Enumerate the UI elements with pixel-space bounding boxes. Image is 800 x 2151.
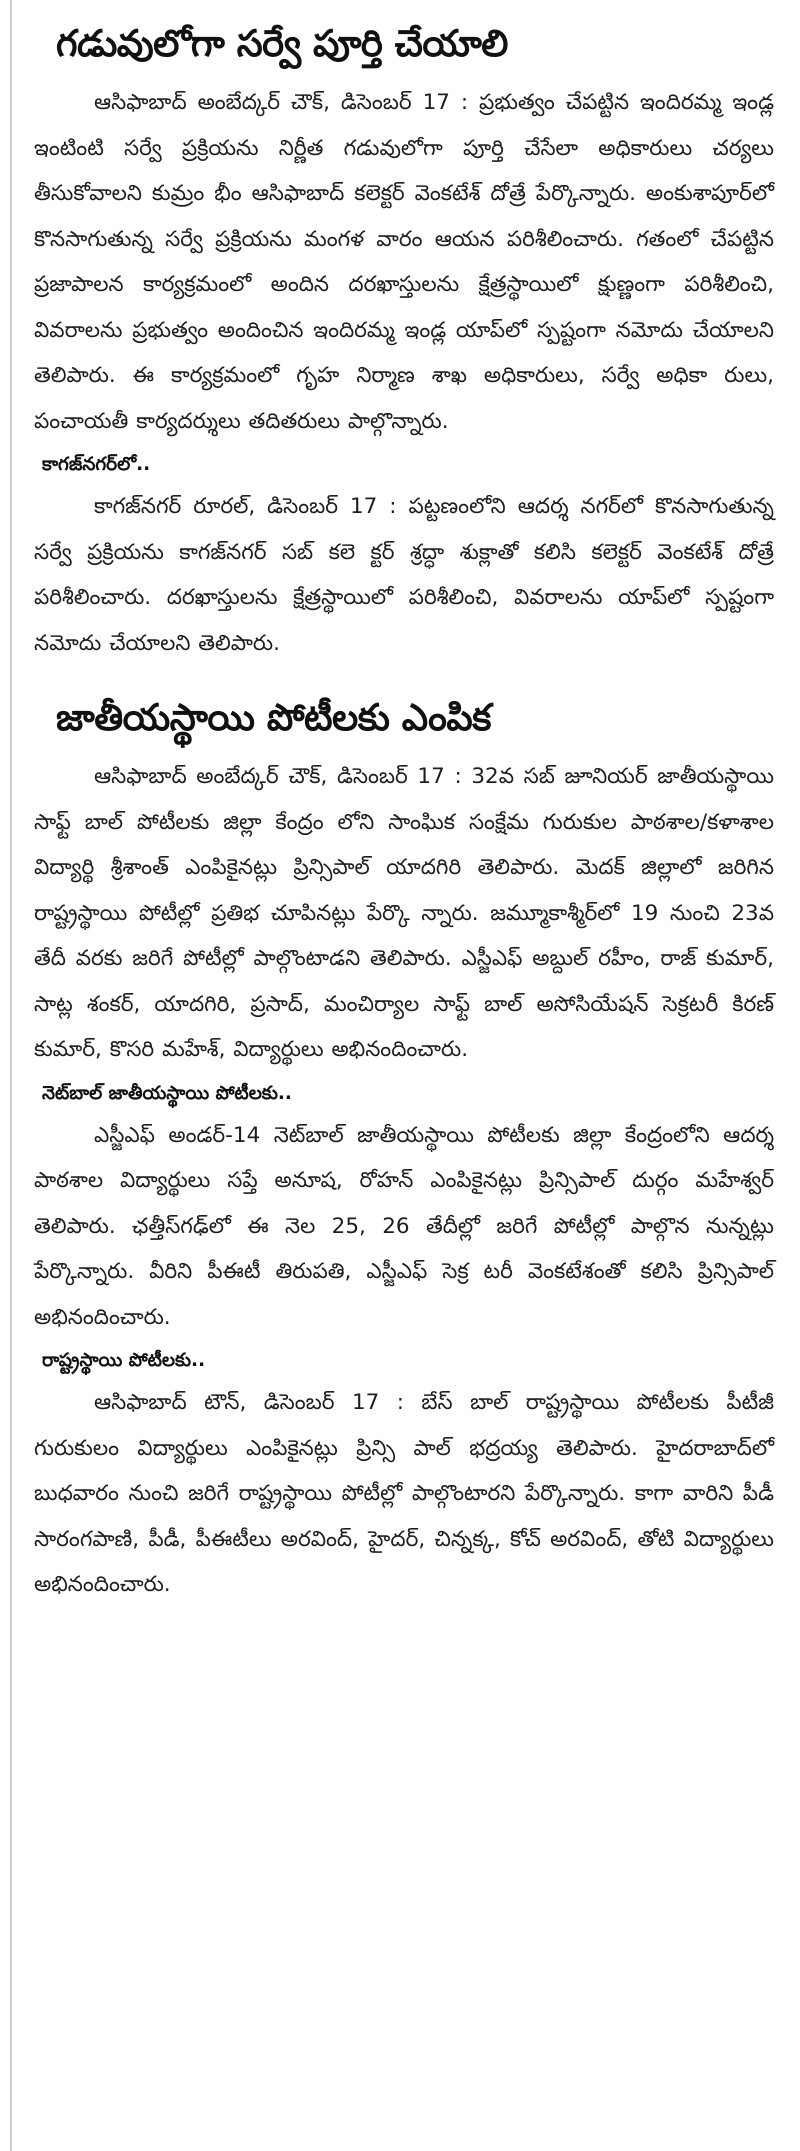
article-body-paragraph: ఆసిఫాబాద్ అంబేద్కర్ చౌక్, డిసెంబర్ 17 : ప్రభుత్వం చేపట్టిన ఇందిరమ్మ ఇండ్ల ఇంటింటి సర్వే ప్రక్రియను నిర్ణీత గడువులోగా పూర్తి చేసేలా అధికారులు చర్యలు తీసుకోవాలని కుమ్రం భీం ఆసిఫాబాద్ కలెక్టర్ వెంకటేశ్ దోత్రే పేర్కొన్నారు. అంకుశాపూర్‌లో కొనసాగుతున్న సర్వే ప్రక్రియను మంగళ వారం ఆయన పరిశీలించారు. గతంలో చేపట్టిన ప్రజాపాలన కార్యక్రమంలో అందిన దరఖాస్తులను క్షేత్రస్థాయిలో క్షుణ్ణంగా పరిశీలించి, వివరాలను ప్రభుత్వం అందించిన ఇందిరమ్మ ఇండ్ల యాప్‌లో స్పష్టంగా నమోదు చేయాలని తెలిపారు. ఈ కార్యక్రమంలో గృహ నిర్మాణ శాఖ అధికారులు, సర్వే అధికా రులు, పంచాయతీ కార్యదర్శులు తదితరులు పాల్గొన్నారు. (34, 90, 774, 434)
article-national-selection (34, 688, 774, 1608)
article-survey (34, 14, 774, 666)
article-body-paragraph: ఆసిఫాబాద్ అంబేద్కర్ చౌక్, డిసెంబర్ 17 : 32వ సబ్ జూనియర్ జాతీయస్థాయి సాఫ్ట్ బాల్ పోటీలకు జిల్లా కేంద్రం లోని సాంఘిక సంక్షేమ గురుకుల పాఠశాల/కళాశాల విద్యార్థి శ్రీశాంత్ ఎంపికైనట్లు ప్రిన్సిపాల్ యాదగిరి తెలిపారు. మెదక్ జిల్లాలో జరిగిన రాష్ట్రస్థాయి పోటీల్లో ప్రతిభ చూపినట్లు పేర్కొ న్నారు. జమ్మూకాశ్మీర్‌లో 19 నుంచి 23వ తేదీ వరకు జరిగే పోటీల్లో పాల్గొంటాడని తెలిపారు. ఎస్జీఎఫ్ అబ్దుల్ రహీం, రాజ్ కుమార్, సాట్ల శంకర్, యాదగిరి, ప్రసాద్, మంచిర్యాల సాఫ్ట్ బాల్ అసోసియేషన్ సెక్రటరీ కిరణ్ కుమార్, కొసరి మహేశ్, విద్యార్థులు అభినందించారు. (34, 764, 774, 1062)
article-headline: జాతీయస్థాయి పోటీలకు ఎంపిక (56, 696, 491, 739)
section-subhead: నెట్‌బాల్ జాతీయస్థాయి పోటీలకు.. (42, 1082, 292, 1104)
article-body-paragraph: ఆసిఫాబాద్ టౌన్, డిసెంబర్ 17 : బేస్ బాల్ రాష్ట్రస్థాయి పోటీలకు పీటీజీ గురుకులం విద్యార్థులు ఎంపికైనట్లు ప్రిన్సి పాల్ భద్రయ్య తెలిపారు. హైదరాబాద్‌లో బుధవారం నుంచి జరిగే రాష్ట్రస్థాయి పోటీల్లో పాల్గొంటారని పేర్కొన్నారు. కాగా వారిని పీడీ సారంగపాణి, పీడీ, పీఈటీలు అరవింద్, హైదర్, చిన్నక్క, కోచ్ అరవింద్, తోటి విద్యార్థులు అభినందించారు. (34, 1390, 774, 1597)
section-subhead: రాష్ట్రస్థాయి పోటీలకు.. (42, 1350, 206, 1371)
section-subhead: కాగజ్‌నగర్‌లో.. (42, 454, 151, 475)
article-body-paragraph: కాగజ్‌నగర్ రూరల్, డిసెంబర్ 17 : పట్టణంలోని ఆదర్శ నగర్‌లో కొనసాగుతున్న సర్వే ప్రక్రియను కాగజ్‌నగర్ సబ్ కలె క్టర్ శ్రద్ధా శుక్లాతో కలిసి కలెక్టర్ వెంకటేశ్ దోత్రే పరిశీలించారు. దరఖాస్తులను క్షేత్రస్థాయిలో పరిశీలించి, వివరాలను యాప్‌లో స్పష్టంగా నమోదు చేయాలని తెలిపారు. (34, 494, 774, 656)
article-body-paragraph: ఎస్జీఎఫ్ అండర్-14 నెట్‌బాల్ జాతీయస్థాయి పోటీలకు జిల్లా కేంద్రంలోని ఆదర్శ పాఠశాల విద్యార్థులు సప్తే అనూష, రోహన్ ఎంపికైనట్లు ప్రిన్సిపాల్ దుర్గం మహేశ్వర్ తెలిపారు. ఛత్తీస్‌గఢ్‌లో ఈ నెల 25, 26 తేదీల్లో జరిగే పోటీల్లో పాల్గొన నున్నట్లు పేర్కొన్నారు. వీరిని పీఈటీ తిరుపతి, ఎస్జీఎఫ్ సెక్ర టరీ వెంకటేశంతో కలిసి ప్రిన్సిపాల్ అభినందించారు. (34, 1122, 774, 1330)
article-headline: గడువులోగా సర్వే పూర్తి చేయాలి (56, 22, 508, 65)
